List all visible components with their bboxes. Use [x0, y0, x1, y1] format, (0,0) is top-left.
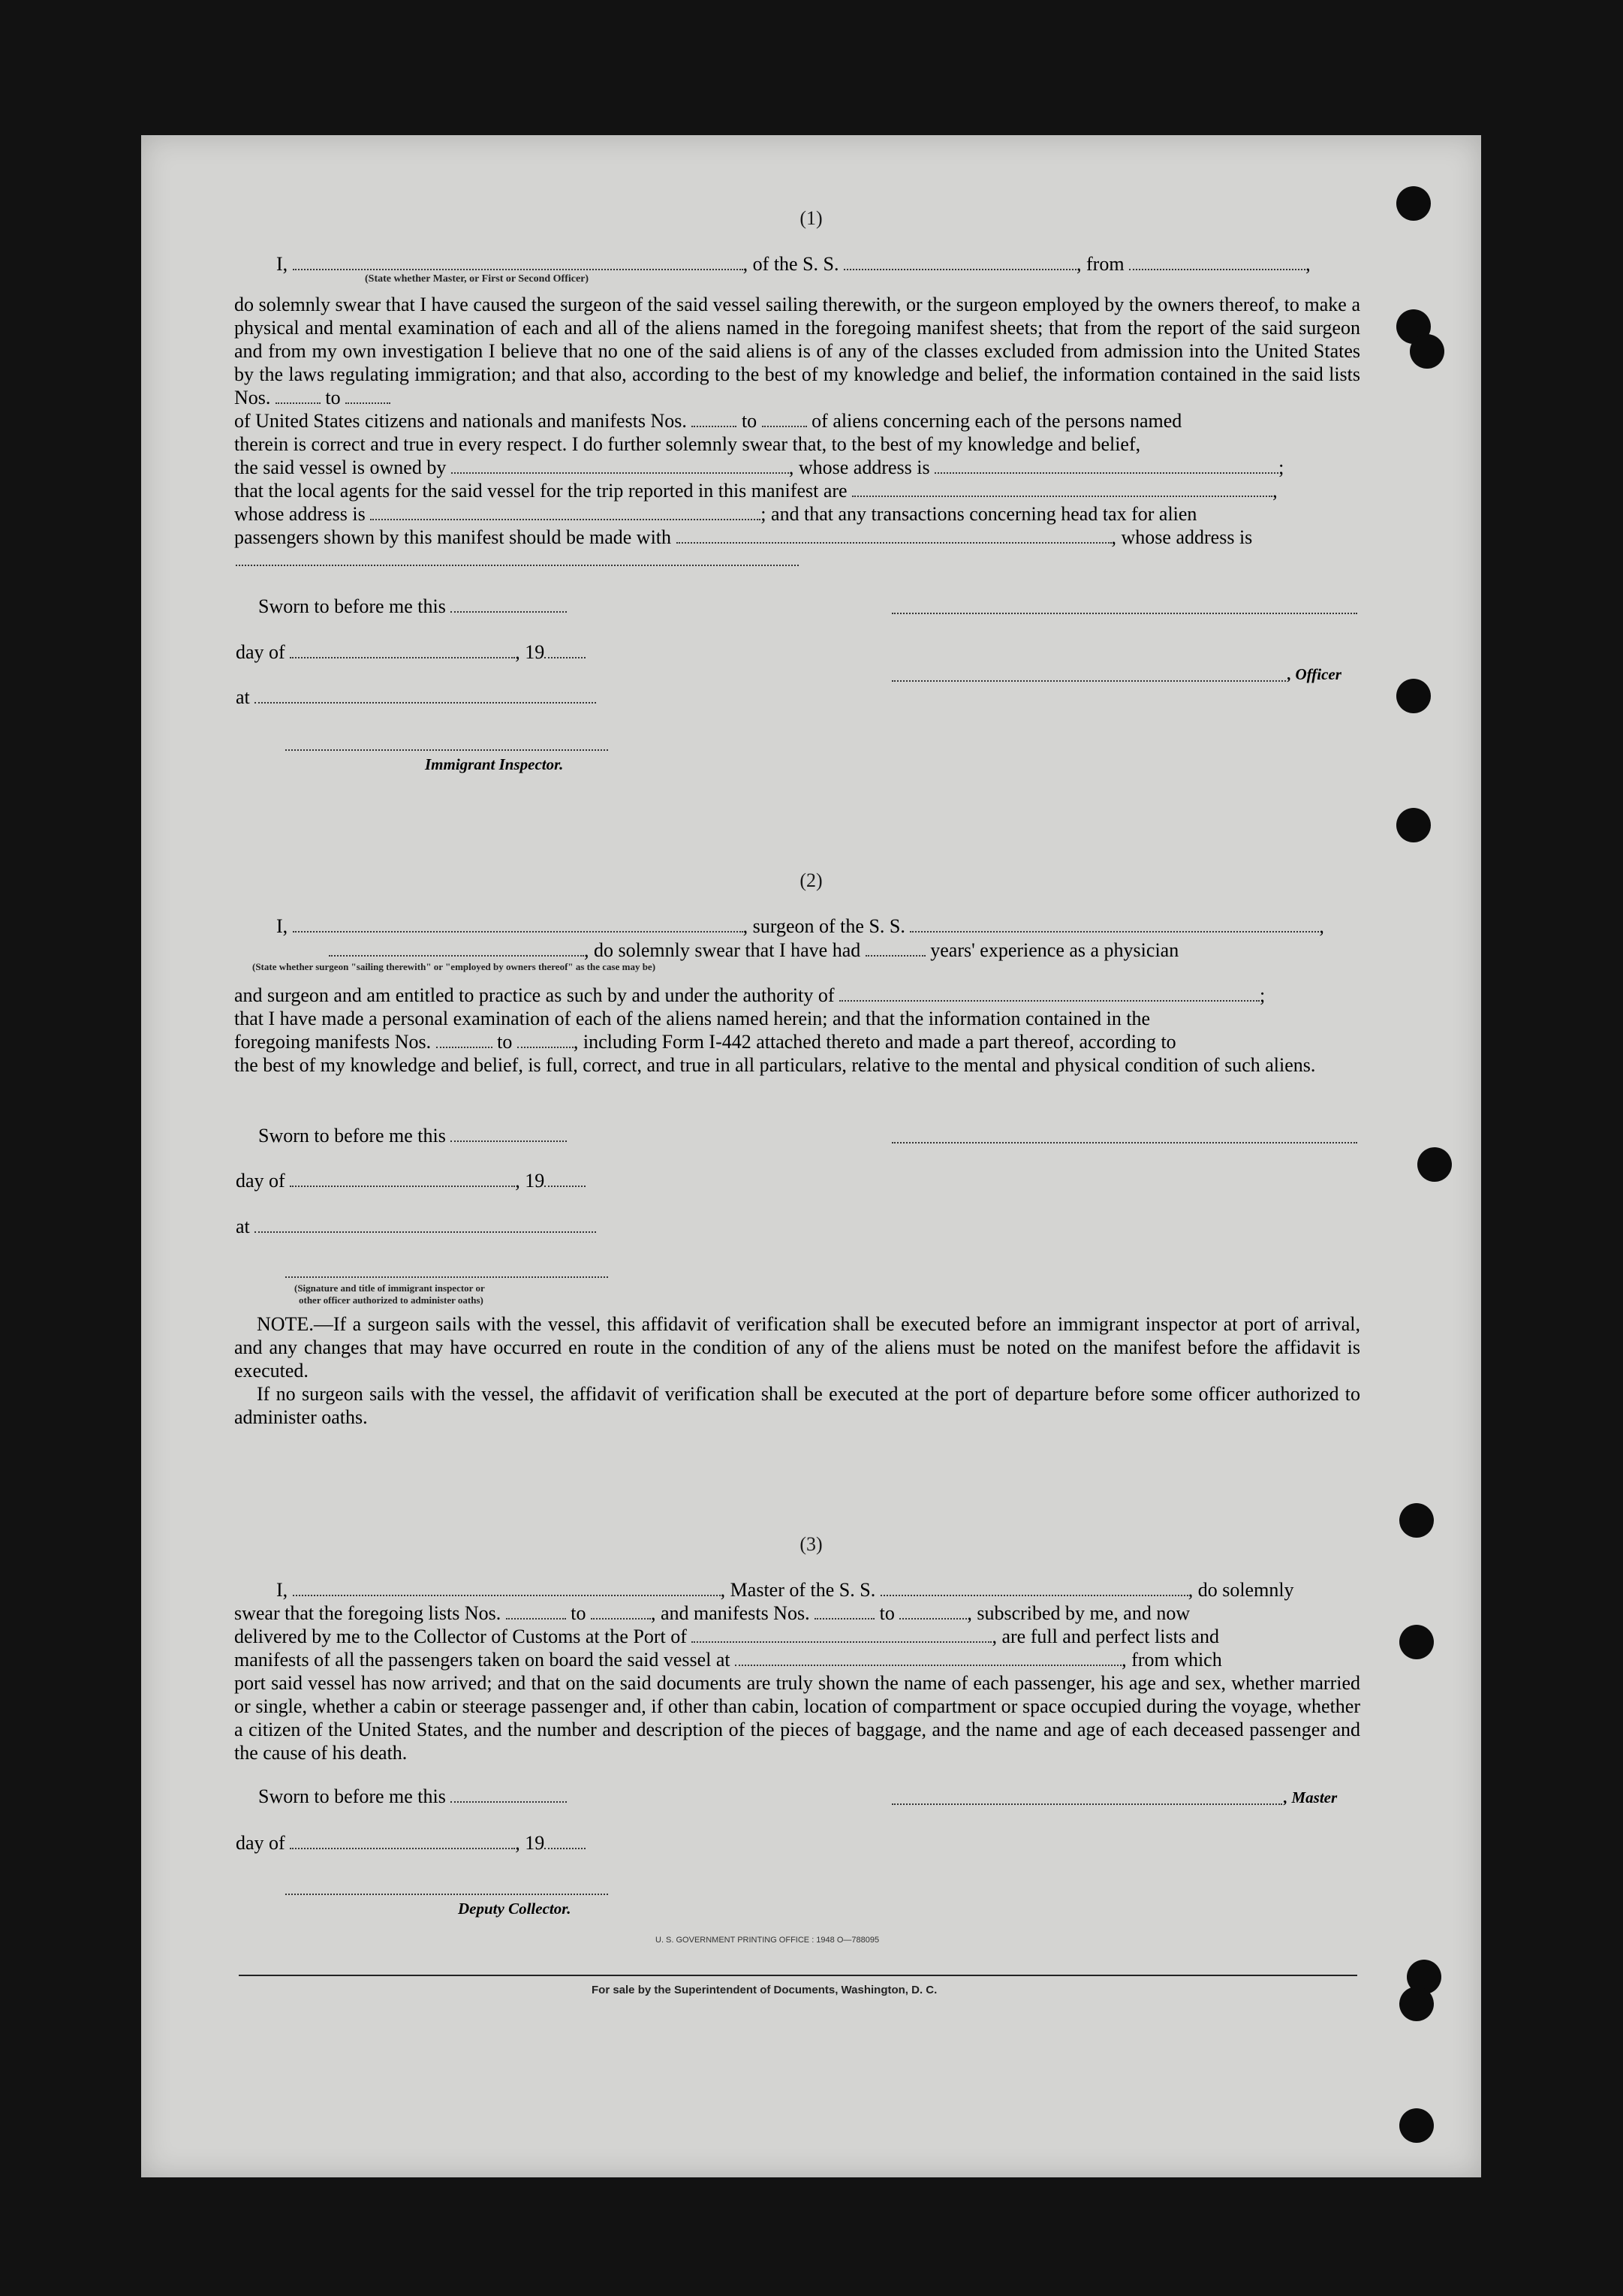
s2-authority-field[interactable] — [839, 987, 1260, 1002]
s3-line-4 — [234, 1648, 1360, 1671]
s1-manifests-from[interactable] — [691, 412, 736, 427]
s1-p4a: the said vessel is owned by — [234, 456, 447, 478]
binder-hole — [1396, 808, 1431, 842]
gpo-imprint: U. S. GOVERNMENT PRINTING OFFICE : 1948 O—788095 — [655, 1936, 880, 1945]
s2-sworn-day-field[interactable] — [450, 1127, 567, 1142]
s1-inspector-signature[interactable] — [285, 749, 608, 751]
s3-year-field[interactable] — [544, 1834, 586, 1849]
s1-semicolon: ; — [1278, 456, 1284, 478]
s1-agent-address-field[interactable] — [370, 505, 760, 520]
s1-line-agents — [234, 479, 1360, 502]
s1-officer-label: , Officer — [1287, 665, 1341, 683]
s2-surgeon-note: (State whether surgeon "sailing therewith" or "employed by owners thereof" as the case may be) — [252, 961, 656, 972]
s1-ss-label: , of the S. S. — [742, 253, 839, 275]
form-sheet — [141, 135, 1481, 2177]
s1-line-therein: therein is correct and true in every respect. I do further solemnly swear that, to the best of my knowledge and belief, — [234, 433, 1141, 455]
s1-p7a: passengers shown by this manifest should be made with — [234, 526, 672, 548]
s3-l2-to2: to — [879, 1602, 895, 1624]
s3-line-3 — [234, 1625, 1360, 1648]
s3-manifests-to[interactable] — [899, 1604, 967, 1620]
section-1-line-1 — [276, 252, 1402, 276]
s1-p7b: , whose address is — [1111, 526, 1253, 548]
binder-hole — [1396, 679, 1431, 713]
s2-name-field[interactable] — [293, 917, 743, 933]
s3-lists-from[interactable] — [506, 1604, 566, 1620]
s2-note-paragraph: NOTE.—If a surgeon sails with the vessel, this affidavit of verification shall be executed before an immigrant inspector at port of arrival, and any changes that may have occurred en route in the condition of any of the aliens must be noted on the manifest before the affidavit is executed. — [234, 1313, 1360, 1382]
s1-agents-field[interactable] — [852, 482, 1272, 497]
s1-line-owned — [234, 456, 1360, 479]
s2-year-field[interactable] — [544, 1172, 586, 1187]
s2-line-examination: that I have made a personal examination of each of the aliens named herein; and that the information contained in the — [234, 1008, 1151, 1029]
s2-note-paragraph-2: If no surgeon sails with the vessel, the affidavit of verification shall be executed at the port of departure before some officer authorized to administer oaths. — [234, 1383, 1360, 1428]
s1-manifests-to[interactable] — [762, 412, 807, 427]
s2-place-field[interactable] — [254, 1218, 596, 1233]
s1-owner-address-field[interactable] — [935, 459, 1278, 474]
s1-lists-to[interactable] — [345, 389, 390, 404]
s1-line-manifests — [234, 409, 1360, 432]
s3-sworn-day-field[interactable] — [450, 1788, 567, 1803]
s2-year-label: , 19 — [515, 1170, 545, 1192]
s1-comma2: , — [1272, 480, 1278, 502]
s2-l2b: years' experience as a physician — [930, 939, 1179, 961]
s1-signature-field[interactable] — [892, 613, 1357, 614]
s1-month-field[interactable] — [290, 643, 515, 658]
s2-at — [236, 1215, 1362, 1238]
s2-status-field[interactable] — [329, 942, 584, 957]
s2-inspector-signature[interactable] — [285, 1276, 608, 1278]
s2-years-field[interactable] — [866, 942, 926, 957]
s3-l2c: , subscribed by me, and now — [967, 1602, 1191, 1624]
s2-day — [236, 1169, 1362, 1192]
section-3-number: (3) — [799, 1533, 823, 1555]
s3-solemnly: , do solemnly — [1188, 1579, 1294, 1601]
s2-manifests-to[interactable] — [517, 1033, 574, 1048]
s2-line-1 — [276, 914, 1402, 938]
s2-sworn — [258, 1124, 1384, 1147]
s1-lists-from[interactable] — [276, 389, 321, 404]
section-1-number: (1) — [799, 207, 823, 229]
s3-ss-label: , Master of the S. S. — [720, 1579, 876, 1601]
s1-place-field[interactable] — [254, 688, 596, 704]
s3-port-field[interactable] — [691, 1628, 992, 1643]
s3-i: I, — [276, 1579, 288, 1601]
s1-p2b: of aliens concerning each of the persons named — [812, 410, 1182, 432]
s1-line-headtax — [234, 526, 1360, 549]
s2-sig-note-1: (Signature and title of immigrant inspector or — [294, 1282, 485, 1294]
s3-l4b: , from which — [1122, 1649, 1222, 1671]
s1-p6b: ; and that any transactions concerning head tax for alien — [760, 503, 1197, 525]
s2-p1a: and surgeon and am entitled to practice as such by and under the authority of — [234, 984, 835, 1006]
s1-p6a: whose address is — [234, 503, 366, 525]
binder-hole — [1410, 334, 1444, 369]
s2-semicolon: ; — [1260, 984, 1266, 1006]
s1-at — [236, 685, 1362, 709]
s3-collector-signature[interactable] — [285, 1894, 608, 1895]
s3-line-2 — [234, 1601, 1360, 1625]
binder-hole — [1399, 1987, 1434, 2021]
s2-at-label: at — [236, 1216, 250, 1237]
s1-year-label: , 19 — [515, 641, 545, 663]
s3-sworn-label: Sworn to before me this — [258, 1785, 446, 1807]
s1-day — [236, 640, 1362, 664]
s3-l3b: , are full and perfect lists and — [992, 1626, 1219, 1647]
s1-name-field[interactable] — [293, 255, 743, 270]
s3-oath-text: port said vessel has now arrived; and that on the said documents are truly shown the name of each passenger, his age and sex, whether married or single, whether a cabin or steerage passenger and, if other than cabin, location of compartment or space occupied during the voyage, whether a citizen of the United States, and the number and description of the pieces of baggage, and the name and age of each deceased passenger and the cause of his death. — [234, 1672, 1360, 1764]
s1-p5a: that the local agents for the said vessel for the trip reported in this manifest are — [234, 480, 848, 502]
binder-hole — [1399, 1625, 1434, 1659]
footer-rule — [239, 1975, 1357, 1976]
s2-month-field[interactable] — [290, 1172, 515, 1187]
s3-day — [236, 1831, 1362, 1855]
s3-l4a: manifests of all the passengers taken on board the said vessel at — [234, 1649, 730, 1671]
s3-l2b: , and manifests Nos. — [651, 1602, 810, 1624]
s2-p3a: foregoing manifests Nos. — [234, 1031, 432, 1053]
s2-line-authority — [234, 984, 1360, 1007]
s2-signature-field[interactable] — [892, 1142, 1357, 1143]
s1-i: I, — [276, 253, 288, 275]
s1-line-address — [234, 502, 1360, 526]
s1-inspector-label: Immigrant Inspector. — [425, 755, 564, 773]
s1-owner-field[interactable] — [451, 459, 789, 474]
s2-l2a: , do solemnly swear that I have had — [584, 939, 861, 961]
s2-sig-note-2: other officer authorized to administer oaths) — [299, 1294, 483, 1306]
s2-sworn-label: Sworn to before me this — [258, 1125, 446, 1146]
binder-hole — [1417, 1147, 1452, 1182]
s1-comma: , — [1305, 253, 1311, 275]
s2-manifests-from[interactable] — [436, 1033, 492, 1048]
s3-master-signature[interactable] — [892, 1803, 1282, 1805]
s1-day-label: day of — [236, 641, 285, 663]
s1-at-label: at — [236, 686, 250, 708]
s1-from-label: , from — [1076, 253, 1125, 275]
s1-ship-field[interactable] — [844, 255, 1076, 270]
s2-ss-label: , surgeon of the S. S. — [742, 915, 905, 937]
s2-day-label: day of — [236, 1170, 285, 1192]
s1-sworn-day-field[interactable] — [450, 598, 567, 613]
s3-year-label: , 19 — [515, 1832, 545, 1854]
s1-p1: do solemnly swear that I have caused the surgeon of the said vessel sailing therewith, or the surgeon employed by the owners thereof, to make a physical and mental examination of each and all of the aliens named in the foregoing manifest sheets; that from the report of the said surgeon and from my own investigation I believe that no one of the said aliens is of any of the classes excluded from admission into the United States by the laws regulating immigration; and that also, according to the best of my knowledge and belief, the information contained in the said lists Nos. — [234, 294, 1360, 408]
s3-l3a: delivered by me to the Collector of Customs at the Port of — [234, 1626, 687, 1647]
s2-p3-to: to — [497, 1031, 513, 1053]
s1-officer-note: (State whether Master, or First or Second Officer) — [365, 273, 589, 285]
s2-ship-field[interactable] — [910, 917, 1319, 933]
s3-master-label: , Master — [1284, 1788, 1338, 1806]
s3-day-label: day of — [236, 1832, 285, 1854]
s1-year-field[interactable] — [544, 643, 586, 658]
s3-month-field[interactable] — [290, 1834, 515, 1849]
s1-oath-text — [234, 293, 1360, 409]
s1-p4b: , whose address is — [788, 456, 930, 478]
s3-manifests-from[interactable] — [815, 1604, 875, 1620]
s1-headtax-field[interactable] — [676, 529, 1112, 544]
s3-l2a: swear that the foregoing lists Nos. — [234, 1602, 501, 1624]
sale-notice: For sale by the Superintendent of Documents, Washington, D. C. — [592, 1984, 938, 1996]
binder-hole — [1399, 2108, 1434, 2143]
s2-line-belief: the best of my knowledge and belief, is full, correct, and true in all particulars, relative to the mental and physical condition of such aliens. — [234, 1054, 1316, 1076]
s1-sworn — [258, 595, 1384, 618]
s3-line-1 — [276, 1578, 1402, 1601]
s1-p2a: of United States citizens and nationals and manifests Nos. — [234, 410, 687, 432]
s2-line-manifests — [234, 1030, 1360, 1053]
s3-lists-to[interactable] — [591, 1604, 651, 1620]
s3-ship-field[interactable] — [881, 1581, 1188, 1596]
section-2-number: (2) — [799, 869, 823, 891]
s3-collector-label: Deputy Collector. — [458, 1900, 571, 1918]
s2-line-2 — [329, 939, 1455, 962]
s1-officer-field[interactable] — [892, 680, 1286, 682]
s1-p2-to: to — [741, 410, 757, 432]
s3-boarding-field[interactable] — [735, 1651, 1122, 1666]
s1-p1-to: to — [325, 387, 341, 408]
s2-comma: , — [1319, 915, 1324, 937]
s3-l2-to: to — [571, 1602, 586, 1624]
s2-i: I, — [276, 915, 288, 937]
s3-name-field[interactable] — [293, 1581, 721, 1596]
s1-from-field[interactable] — [1129, 255, 1305, 270]
s1-sworn-label: Sworn to before me this — [258, 595, 446, 617]
s2-p3b: , including Form I-442 attached thereto and made a part thereof, according to — [573, 1031, 1176, 1053]
s1-headtax-address-field[interactable] — [236, 565, 799, 566]
